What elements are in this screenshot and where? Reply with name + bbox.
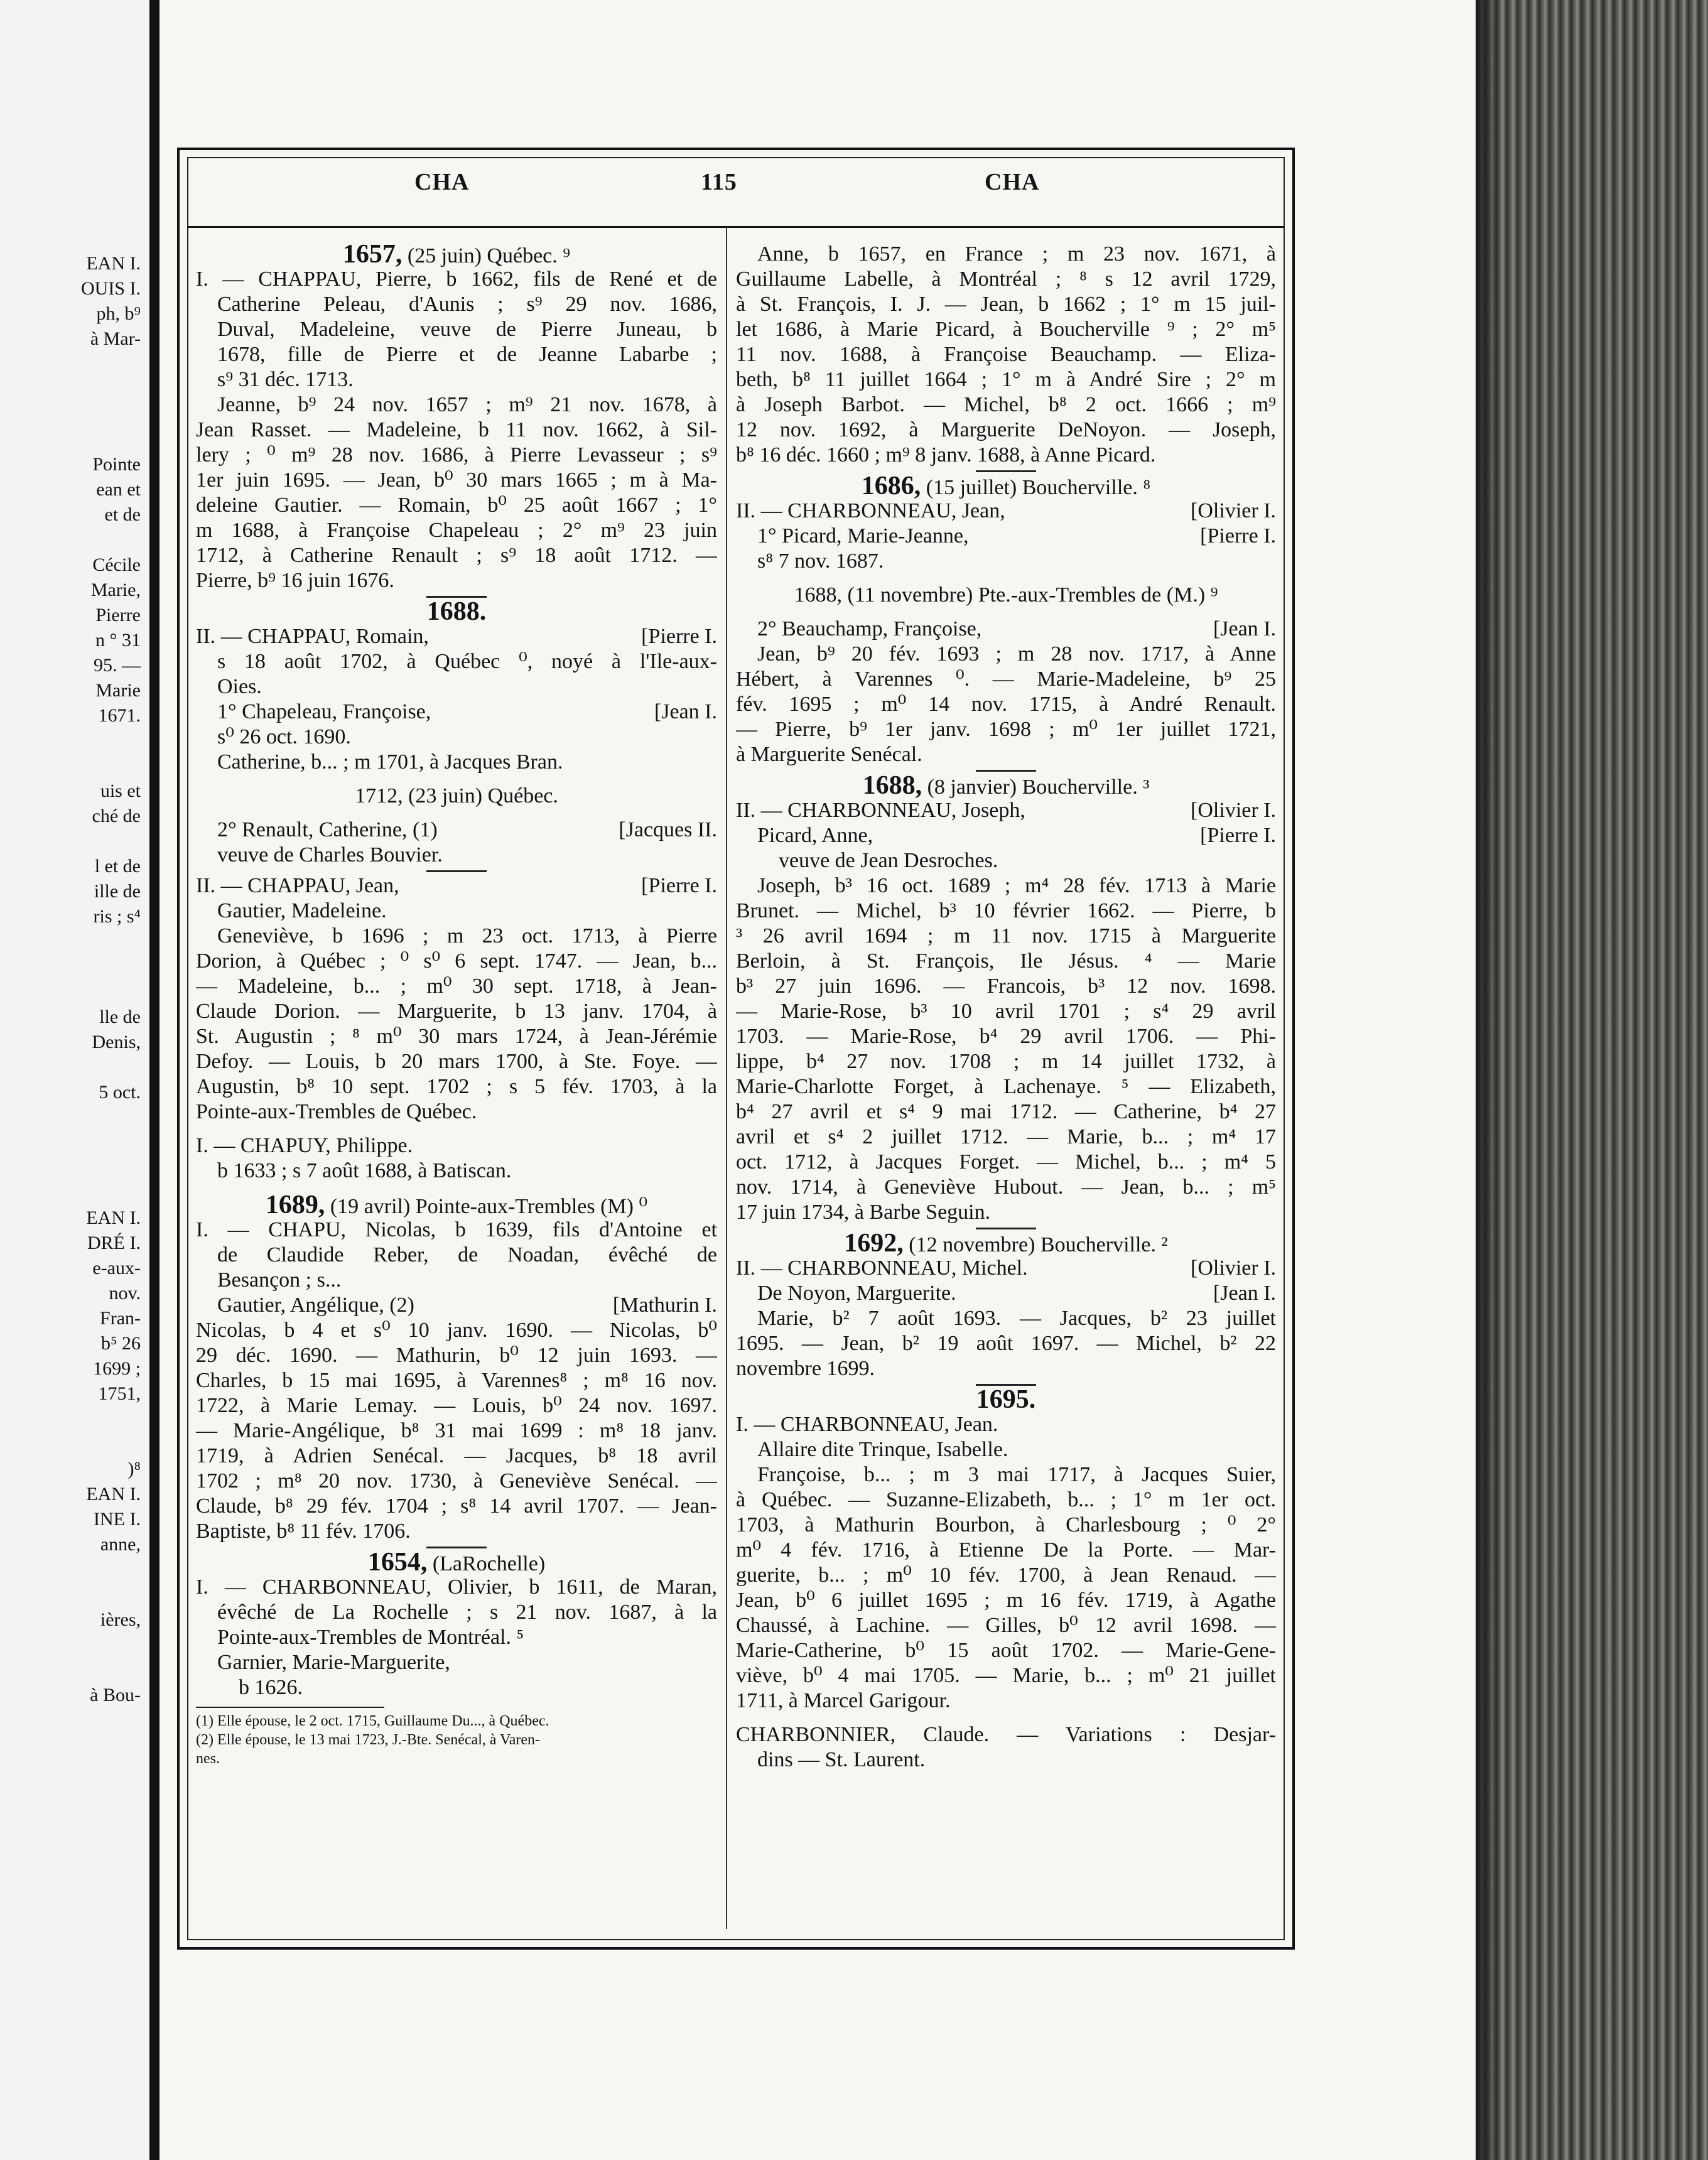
entry-header-line [196, 818, 717, 843]
entry-header-line [196, 873, 717, 899]
text-line: veuve de Charles Bouvier. [217, 843, 443, 867]
text-line: lippe, b⁴ 27 nov. 1708 ; m 14 juillet 1732, à [736, 1050, 1276, 1073]
parent-reference: [Jacques II. [619, 818, 717, 841]
section-separator [976, 470, 1036, 472]
person-name: II. — CHARBONNEAU, Jean, [736, 499, 1005, 522]
adjacent-page-lines [0, 251, 149, 1708]
marriage-year: 1688, [862, 773, 922, 798]
section-separator [976, 1384, 1036, 1386]
entry-header-line [736, 499, 1276, 524]
adjacent-page-text: et de [104, 504, 141, 525]
parent-reference: [Olivier I. [1191, 1256, 1276, 1280]
text-line: 1678, fille de Pierre et de Jeanne Labarbe ; [217, 343, 717, 366]
adjacent-page-text [0, 1055, 149, 1080]
parent-reference: [Jean I. [1213, 617, 1276, 640]
person-name: II. — CHAPPAU, Romain, [196, 625, 429, 648]
marriage-year: 1695. [976, 1387, 1036, 1412]
adjacent-page-text: n ° 31 [95, 630, 141, 651]
text-line: Allaire dite Trinque, Isabelle. [757, 1438, 1008, 1461]
adjacent-page-text [0, 427, 149, 452]
text-line: Pointe-aux-Trembles de Québec. [196, 1100, 477, 1123]
text-line: Charles, b 15 mai 1695, à Varennes⁸ ; m⁸ 16 nov. [196, 1369, 717, 1392]
person-name: 1° Picard, Marie-Jeanne, [757, 524, 969, 548]
adjacent-page-text: 1671. [98, 705, 141, 726]
person-name: 1° Chapeleau, Françoise, [217, 700, 431, 723]
adjacent-page-text [0, 829, 149, 854]
adjacent-page-text [0, 1658, 149, 1683]
adjacent-page-text: 1751, [98, 1383, 141, 1404]
adjacent-page-text [0, 929, 149, 954]
parent-reference: [Olivier I. [1191, 799, 1276, 822]
text-line: Marie-Charlotte Forget, à Lachenaye. ⁵ — Elizabeth, [736, 1075, 1276, 1098]
text-line: Jean Rasset. — Madeleine, b 11 nov. 1662, à Sil- [196, 418, 717, 441]
text-line: b⁴ 27 avril et s⁴ 9 mai 1712. — Catherine, b⁴ 27 [736, 1100, 1276, 1123]
text-line: à Québec. — Suzanne-Elizabeth, b... ; 1° m 1er oct. [736, 1488, 1276, 1511]
text-line: lery ; ⁰ m⁹ 28 nov. 1686, à Pierre Levasseur ; s⁹ [196, 443, 717, 467]
parent-reference: [Pierre I. [641, 625, 717, 648]
marriage-place: (8 janvier) Boucherville. ³ [927, 775, 1150, 798]
footnote: nes. [196, 1751, 220, 1767]
text-line: veuve de Jean Desroches. [779, 849, 998, 872]
marriage-place: (LaRochelle) [432, 1552, 546, 1575]
marriage-heading [736, 773, 1276, 798]
adjacent-page-text: ean et [96, 479, 141, 500]
text-line: 12 nov. 1692, à Marguerite DeNoyon. — Joseph, [736, 418, 1276, 441]
entry-header-line [196, 1293, 717, 1318]
marriage-place: (25 juin) Québec. ⁹ [407, 244, 571, 267]
marriage-heading [196, 242, 717, 267]
text-line: b 1633 ; s 7 août 1688, à Batiscan. [217, 1159, 512, 1182]
adjacent-page-text [0, 352, 149, 377]
adjacent-page-text [0, 1557, 149, 1582]
text-line: Augustin, b⁸ 10 sept. 1702 ; s 5 fév. 1703, à la [196, 1075, 717, 1098]
adjacent-page-text: Pointe [92, 454, 141, 475]
text-line: deleine Gautier. — Romain, b⁰ 25 août 1667 ; 1° [196, 494, 717, 517]
text-line: Chaussé, à Lachine. — Gilles, b⁰ 12 avril 1698. — [736, 1614, 1276, 1637]
adjacent-page-text: ières, [100, 1609, 141, 1630]
adjacent-page-text: à Bou- [90, 1685, 141, 1705]
adjacent-page-text: )⁸ [127, 1459, 141, 1479]
text-line: St. Augustin ; ⁸ m⁰ 30 mars 1724, à Jean-Jérémie [196, 1025, 717, 1048]
section-separator [976, 770, 1036, 772]
text-line: guerite, b... ; m⁰ 10 fév. 1700, à Jean Renaud. — [736, 1563, 1276, 1587]
marriage-place: (15 juillet) Boucherville. ⁸ [926, 476, 1151, 499]
text-line: m⁰ 4 fév. 1716, à Etienne De la Porte. — Mar- [736, 1538, 1276, 1562]
adjacent-page-text: l et de [94, 856, 141, 877]
adjacent-page-text: uis et [100, 780, 141, 801]
adjacent-page-text: e-aux- [92, 1258, 141, 1278]
section-separator [426, 596, 487, 598]
text-line: 17 juin 1734, à Barbe Seguin. [736, 1201, 991, 1224]
marriage-heading [196, 1550, 717, 1575]
text-line: Nicolas, b 4 et s⁰ 10 janv. 1690. — Nicolas, b⁰ [196, 1319, 717, 1342]
date-line: 1712, (23 juin) Québec. [355, 784, 558, 807]
text-line: Claude Dorion. — Marguerite, b 13 janv. 1704, à [196, 1000, 717, 1023]
text-line: évêché de La Rochelle ; s 21 nov. 1687, à la [217, 1601, 717, 1624]
text-line: 1er juin 1695. — Jean, b⁰ 30 mars 1665 ; m à Ma- [196, 468, 717, 492]
adjacent-page-text: Fran- [100, 1308, 141, 1329]
adjacent-page-text: Marie [95, 680, 141, 701]
text-line: ³ 26 avril 1694 ; m 11 nov. 1715 à Marguerite [736, 924, 1276, 948]
marriage-place: (19 avril) Pointe-aux-Trembles (M) ⁰ [330, 1195, 648, 1218]
text-line: Catherine, b... ; m 1701, à Jacques Bran. [217, 750, 563, 774]
footnote-rule [196, 1707, 384, 1708]
marriage-heading [736, 473, 1276, 499]
column-rule [726, 227, 727, 1929]
adjacent-page-text [0, 1155, 149, 1180]
text-line: I. — CHAPU, Nicolas, b 1639, fils d'Antoine et [196, 1218, 717, 1241]
text-line: Hébert, à Varennes ⁰. — Marie-Madeleine, b⁹ 25 [736, 667, 1276, 691]
text-line: Gautier, Madeleine. [217, 899, 387, 922]
adjacent-page-text: ché de [92, 806, 141, 826]
text-line: CHARBONNIER, Claude. — Variations : Desjar- [736, 1723, 1276, 1746]
text-line: dins — St. Laurent. [757, 1748, 926, 1771]
page-gutter [149, 0, 159, 2160]
text-line: à Marguerite Senécal. [736, 743, 922, 766]
marriage-heading [196, 1192, 717, 1218]
text-line: Jeanne, b⁹ 24 nov. 1657 ; m⁹ 21 nov. 1678, à [217, 393, 717, 416]
parent-reference: [Jean I. [654, 700, 717, 723]
adjacent-page-text: ris ; s⁴ [93, 906, 141, 927]
entry-header-line [736, 617, 1276, 642]
text-line: 1722, à Marie Lemay. — Louis, b⁰ 24 nov. 1697. [196, 1394, 717, 1417]
person-name: II. — CHARBONNEAU, Michel. [736, 1256, 1028, 1280]
text-line: 1711, à Marcel Garigour. [736, 1689, 951, 1712]
header-left: CHA [414, 169, 470, 195]
left-column [196, 242, 717, 1768]
header-right: CHA [985, 169, 1040, 195]
parent-reference: [Pierre I. [641, 874, 717, 897]
text-line: — Madeleine, b... ; m⁰ 30 sept. 1718, à Jean- [196, 975, 717, 998]
adjacent-page-text [0, 954, 149, 980]
adjacent-page-text: à Mar- [90, 328, 141, 349]
spacer [736, 1714, 1276, 1722]
footnote: (2) Elle épouse, le 13 mai 1723, J.-Bte. Senécal, à Varen- [196, 1732, 541, 1748]
adjacent-page-text [0, 1180, 149, 1206]
text-line: Pierre, b⁹ 16 juin 1676. [196, 569, 394, 592]
text-line: let 1686, à Marie Picard, à Boucherville ⁹ ; 2° m⁵ [736, 318, 1276, 341]
adjacent-page-text: Cécile [92, 554, 141, 575]
adjacent-page-text: 5 oct. [99, 1082, 141, 1103]
adjacent-page-text [0, 1407, 149, 1432]
text-line: Duval, Madeleine, veuve de Pierre Juneau, b [217, 318, 717, 341]
text-line: — Marie-Angélique, b⁸ 31 mai 1699 : m⁸ 18 janv. [196, 1419, 717, 1442]
person-name: II. — CHARBONNEAU, Joseph, [736, 799, 1025, 822]
text-line: Anne, b 1657, en France ; m 23 nov. 1671, à [757, 242, 1276, 266]
text-line: — Pierre, b⁹ 1er janv. 1698 ; m⁰ 1er juillet 1721, [736, 718, 1276, 741]
text-line: Claude, b⁸ 29 fév. 1704 ; s⁸ 14 avril 1707. — Jean- [196, 1494, 717, 1518]
adjacent-page-text: EAN I. [86, 1207, 141, 1228]
entry-header-line [736, 1256, 1276, 1281]
marriage-place: (12 novembre) Boucherville. ² [909, 1233, 1168, 1256]
adjacent-page-text: nov. [109, 1283, 141, 1304]
adjacent-page-text: EAN I. [86, 253, 141, 274]
text-line: novembre 1699. [736, 1357, 875, 1380]
adjacent-page-text: Denis, [92, 1032, 141, 1052]
adjacent-page-text: b⁵ 26 [101, 1333, 141, 1354]
marriage-heading [736, 1231, 1276, 1256]
adjacent-page-text: 95. — [94, 655, 141, 676]
right-column [736, 242, 1276, 1773]
parent-reference: [Olivier I. [1191, 499, 1276, 522]
text-line: à St. François, I. J. — Jean, b 1662 ; 1° m 15 juil- [736, 293, 1276, 316]
spacer [196, 775, 717, 784]
adjacent-page-text: EAN I. [86, 1484, 141, 1504]
text-line: I. — CHAPPAU, Pierre, b 1662, fils de René et de [196, 267, 717, 291]
adjacent-page-text: lle de [99, 1007, 141, 1027]
text-line: Oies. [217, 675, 262, 698]
text-line: Garnier, Marie-Marguerite, [217, 1651, 450, 1674]
adjacent-page-text [0, 1130, 149, 1155]
section-separator [976, 1228, 1036, 1229]
text-line: s⁰ 26 oct. 1690. [217, 725, 351, 748]
text-line: I. — CHARBONNEAU, Olivier, b 1611, de Maran, [196, 1575, 717, 1599]
text-line: avril et s⁴ 2 juillet 1712. — Marie, b... ; m⁴ 17 [736, 1125, 1276, 1148]
text-line: s 18 août 1702, à Québec ⁰, noyé à l'Ile-aux- [217, 650, 717, 673]
adjacent-page-text [0, 527, 149, 553]
text-line: Marie, b² 7 août 1693. — Jacques, b² 23 juillet [757, 1307, 1276, 1330]
text-line: I. — CHAPUY, Philippe. [196, 1134, 413, 1157]
person-name: II. — CHAPPAU, Jean, [196, 874, 399, 897]
text-line: b⁸ 16 déc. 1660 ; m⁹ 8 janv. 1688, à Anne Picard. [736, 443, 1156, 467]
book-edge [1476, 0, 1708, 2160]
person-name: De Noyon, Marguerite. [757, 1282, 956, 1305]
date-line: 1688, (11 novembre) Pte.-aux-Trembles de (M.) ⁹ [794, 583, 1218, 607]
adjacent-page-text [0, 1432, 149, 1457]
adjacent-page-text: anne, [100, 1534, 141, 1555]
section-separator [426, 1547, 487, 1548]
text-line: Guillaume Labelle, à Montréal ; ⁸ s 12 avril 1729, [736, 267, 1276, 291]
text-line: I. — CHARBONNEAU, Jean. [736, 1413, 998, 1436]
marriage-year: 1692, [844, 1231, 904, 1256]
parent-reference: [Jean I. [1213, 1282, 1276, 1305]
adjacent-page-text [0, 402, 149, 427]
text-line: 11 nov. 1688, à Françoise Beauchamp. — Eliza- [736, 343, 1276, 366]
marriage-year: 1654, [367, 1550, 428, 1575]
text-line: 1719, à Adrien Senécal. — Jacques, b⁸ 18 avril [196, 1444, 717, 1467]
text-line: b³ 27 juin 1696. — Francois, b³ 12 nov. 1698. [736, 975, 1276, 998]
marriage-year: 1688. [426, 599, 487, 624]
adjacent-page-text [0, 1633, 149, 1658]
person-name: Picard, Anne, [757, 824, 873, 847]
text-line: Catherine Peleau, d'Aunis ; s⁹ 29 nov. 1686, [217, 293, 717, 316]
text-line: m 1688, à Françoise Chapeleau ; 2° m⁹ 23 juin [196, 519, 717, 542]
text-line: s⁹ 31 déc. 1713. [217, 368, 354, 391]
spacer [196, 1184, 717, 1192]
text-line: à Joseph Barbot. — Michel, b⁸ 2 oct. 1666 ; m⁹ [736, 393, 1276, 416]
text-line: Dorion, à Québec ; ⁰ s⁰ 6 sept. 1747. — Jean, b... [196, 949, 717, 973]
text-line: nov. 1714, à Geneviève Hubout. — Jean, b... ; m⁵ [736, 1175, 1276, 1199]
text-line: de Claudide Reber, de Noadan, évêché de [217, 1243, 717, 1266]
person-name: 2° Renault, Catherine, (1) [217, 818, 438, 841]
text-line: 1712, à Catherine Renault ; s⁹ 18 août 1712. — [196, 544, 717, 567]
text-line: Brunet. — Michel, b³ 10 février 1662. — Pierre, b [736, 899, 1276, 922]
text-line: 29 déc. 1690. — Mathurin, b⁰ 12 juin 1693. — [196, 1344, 717, 1367]
adjacent-page-text [0, 753, 149, 779]
text-line: 1702 ; m⁸ 20 nov. 1730, à Geneviève Senécal. — [196, 1469, 717, 1493]
entry-header-line [736, 823, 1276, 848]
adjacent-page-text [0, 1105, 149, 1130]
text-line: Jean, b⁰ 6 juillet 1695 ; m 16 fév. 1719, à Agathe [736, 1589, 1276, 1612]
page-number: 115 [701, 169, 737, 195]
person-name: 2° Beauchamp, Françoise, [757, 617, 982, 640]
entry-header-line [196, 624, 717, 649]
marriage-year: 1686, [861, 473, 921, 499]
text-line: Baptiste, b⁸ 11 fév. 1706. [196, 1520, 411, 1543]
adjacent-page-text: Marie, [90, 580, 141, 600]
text-line: viève, b⁰ 4 mai 1705. — Marie, b... ; m⁰ 21 juillet [736, 1664, 1276, 1687]
text-line: s⁸ 7 nov. 1687. [757, 549, 884, 573]
header-rule [188, 226, 1284, 228]
adjacent-page-fragment [0, 0, 149, 2160]
adjacent-page-text: DRÉ I. [87, 1233, 141, 1253]
person-name: Gautier, Angélique, (2) [217, 1293, 414, 1317]
adjacent-page-text: ph, b⁹ [96, 303, 141, 324]
adjacent-page-text: ille de [94, 881, 141, 902]
parent-reference: [Pierre I. [1200, 524, 1276, 548]
text-line: 1703, à Mathurin Bourbon, à Charlesbourg ; ⁰ 2° [736, 1513, 1276, 1536]
text-line: Jean, b⁹ 20 fév. 1693 ; m 28 nov. 1717, à Anne [757, 642, 1276, 666]
adjacent-page-text [0, 728, 149, 753]
adjacent-page-text [0, 1582, 149, 1607]
text-line: beth, b⁸ 11 juillet 1664 ; 1° m à André Sire ; 2° m [736, 368, 1276, 391]
adjacent-page-text [0, 980, 149, 1005]
text-line: Françoise, b... ; m 3 mai 1717, à Jacques Suier, [757, 1463, 1276, 1486]
marriage-year: 1689, [265, 1192, 325, 1218]
entry-header-line [736, 1281, 1276, 1306]
footnote: (1) Elle épouse, le 2 oct. 1715, Guillaume Du..., à Québec. [196, 1713, 549, 1729]
text-line: 1695. — Jean, b² 19 août 1697. — Michel, b² 22 [736, 1332, 1276, 1355]
marriage-heading [736, 1387, 1276, 1412]
running-header [188, 168, 1284, 206]
parent-reference: [Pierre I. [1200, 824, 1276, 847]
entry-header-line [736, 524, 1276, 549]
entry-header-line [196, 699, 717, 725]
spacer [736, 574, 1276, 583]
adjacent-page-text: OUIS I. [81, 278, 141, 299]
marriage-heading [196, 599, 717, 624]
adjacent-page-text: INE I. [94, 1509, 141, 1530]
section-separator [426, 870, 487, 872]
marriage-year: 1657, [342, 242, 403, 267]
text-line: b 1626. [239, 1676, 303, 1699]
entry-header-line [736, 798, 1276, 823]
text-line: 1703. — Marie-Rose, b⁴ 29 avril 1706. — Phi- [736, 1025, 1276, 1048]
spacer [196, 809, 717, 818]
text-line: Pointe-aux-Trembles de Montréal. ⁵ [217, 1626, 524, 1649]
text-line: oct. 1712, à Jacques Forget. — Michel, b... ; m⁴ 5 [736, 1150, 1276, 1174]
spacer [196, 1125, 717, 1133]
text-line: Marie-Catherine, b⁰ 15 août 1702. — Marie-Gene- [736, 1639, 1276, 1662]
text-line: Berloin, à St. François, Ile Jésus. ⁴ — Marie [736, 949, 1276, 973]
text-line: fév. 1695 ; m⁰ 14 nov. 1715, à André Renault. [736, 693, 1276, 716]
text-line: — Marie-Rose, b³ 10 avril 1701 ; s⁴ 29 avril [736, 1000, 1276, 1023]
text-line: Defoy. — Louis, b 20 mars 1700, à Ste. Foye. — [196, 1050, 717, 1073]
text-line: Joseph, b³ 16 oct. 1689 ; m⁴ 28 fév. 1713 à Marie [757, 874, 1276, 897]
text-line: Geneviève, b 1696 ; m 23 oct. 1713, à Pierre [217, 924, 717, 948]
adjacent-page-text: 1699 ; [93, 1358, 141, 1379]
adjacent-page-text [0, 377, 149, 402]
parent-reference: [Mathurin I. [612, 1293, 717, 1317]
adjacent-page-text: Pierre [95, 605, 141, 625]
spacer [736, 608, 1276, 617]
text-line: Besançon ; s... [217, 1268, 342, 1292]
